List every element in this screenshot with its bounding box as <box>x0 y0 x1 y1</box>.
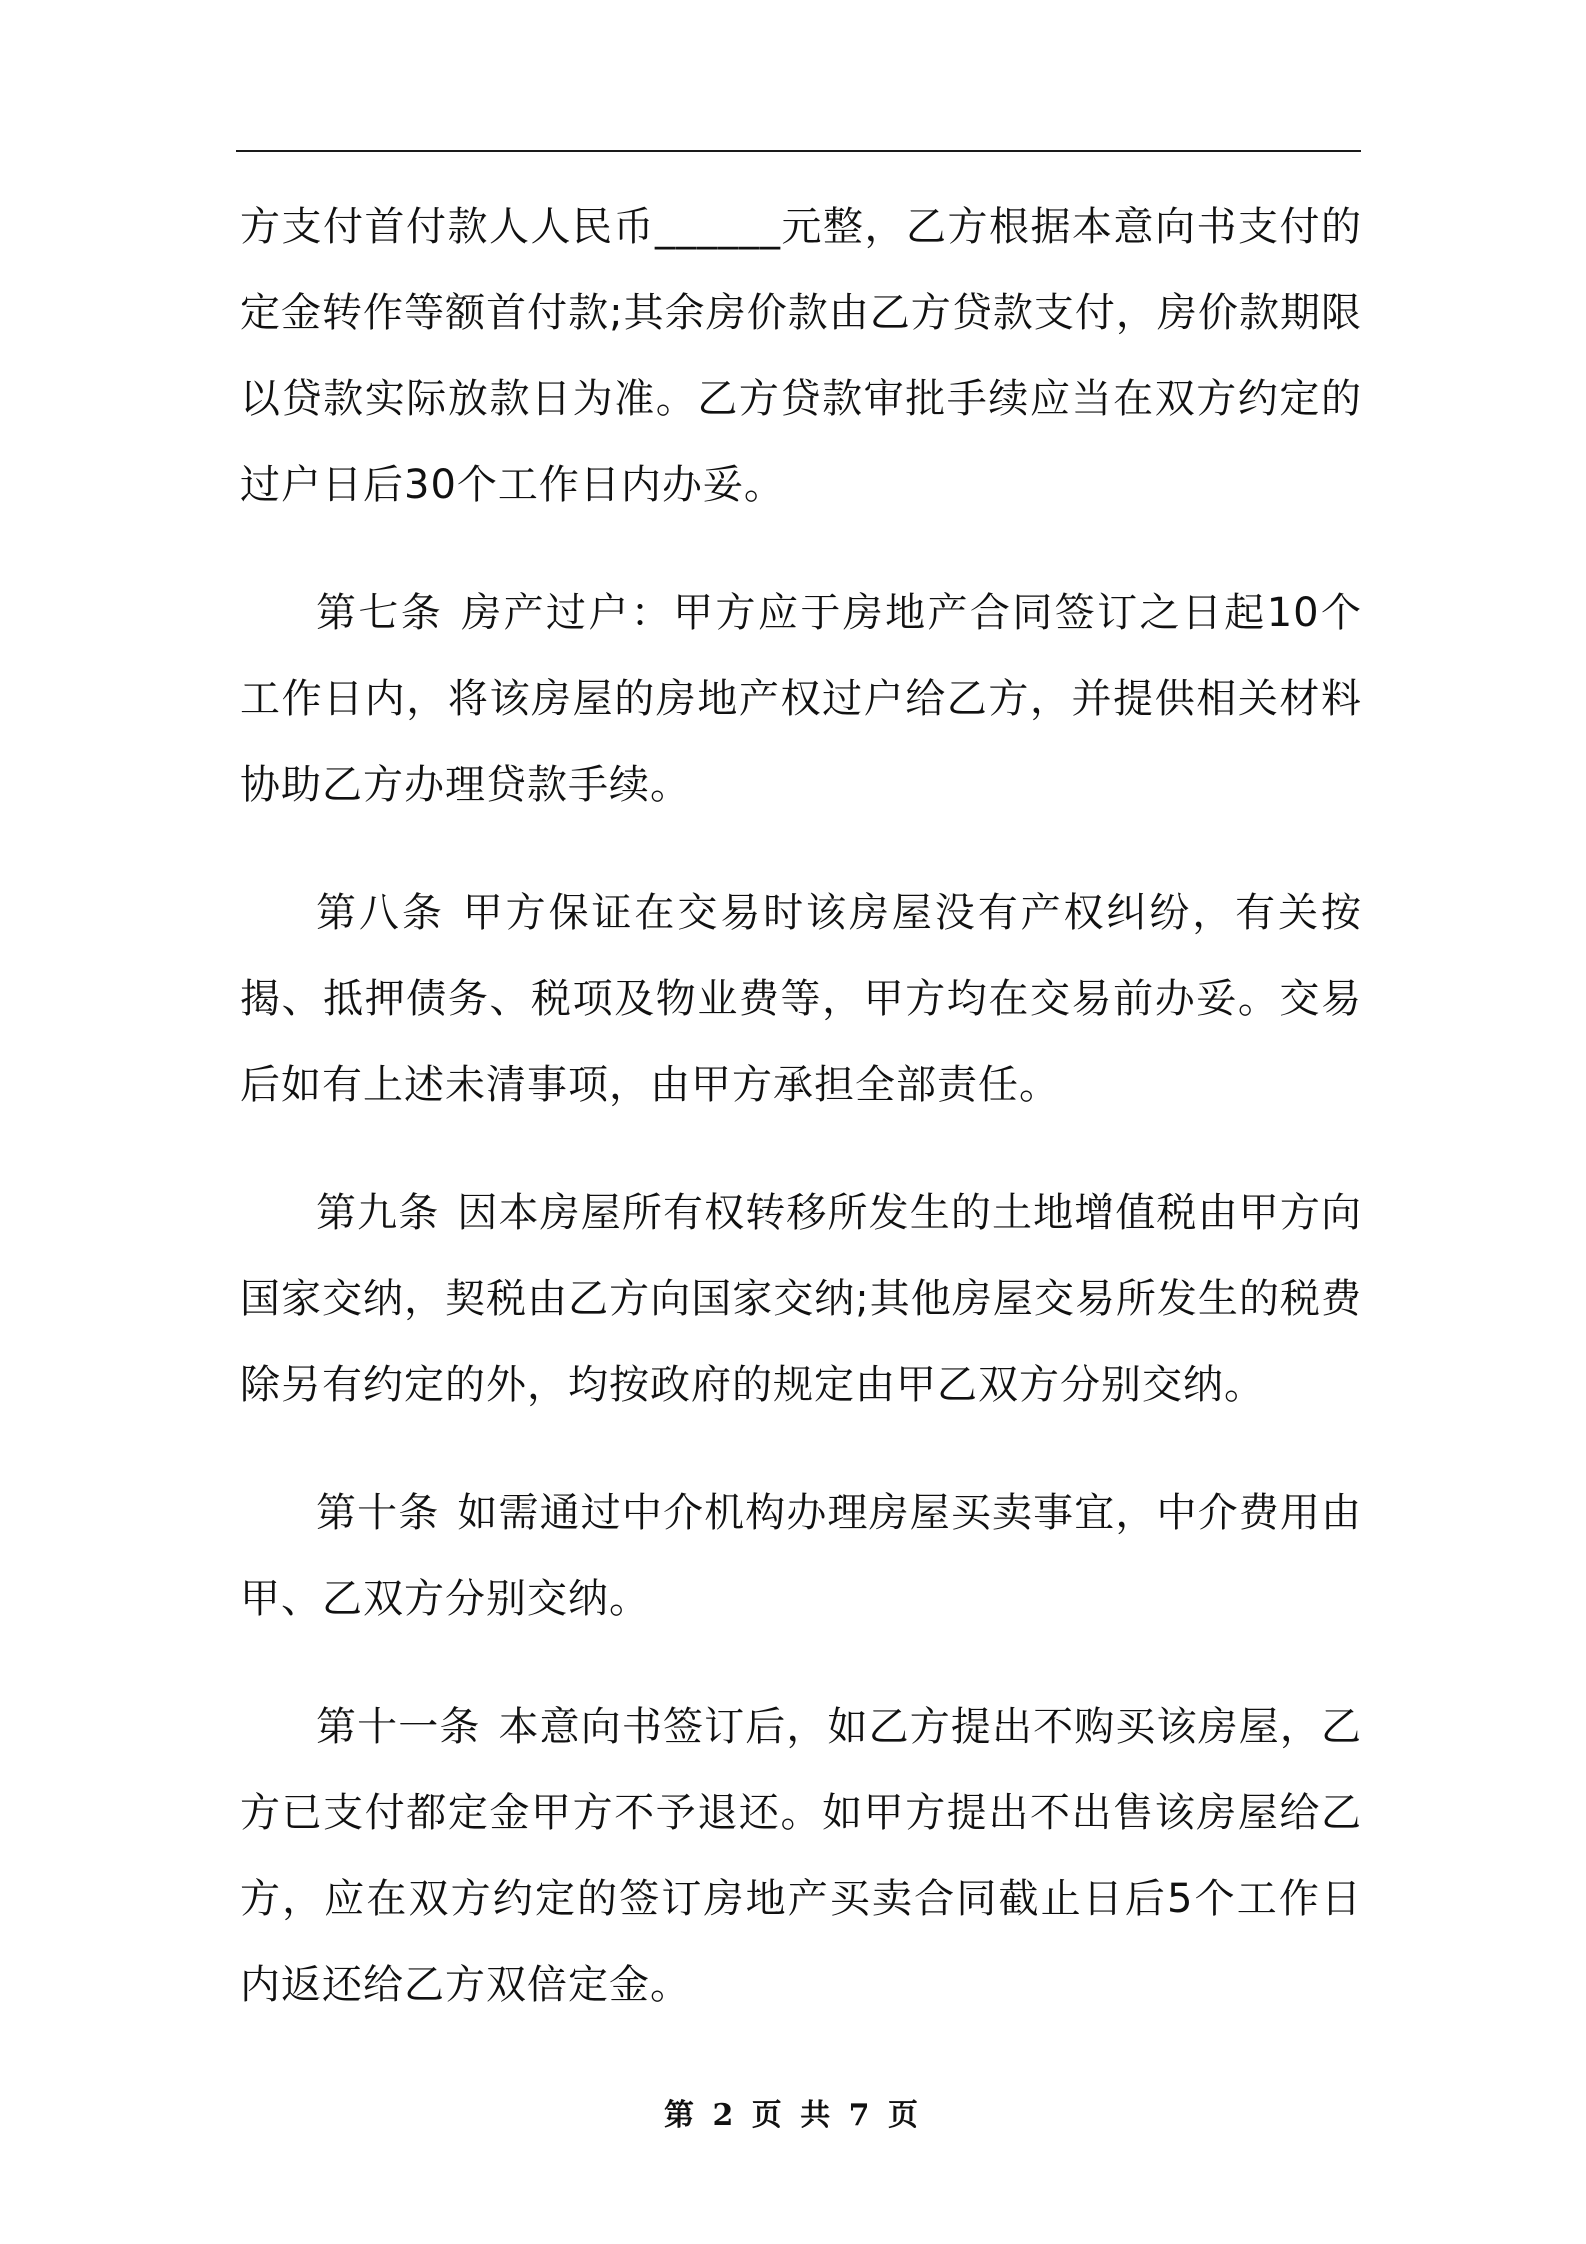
paragraph-text: 甲方保证在交易时该房屋没有产权纠纷，有关按揭、抵押债务、税项及物业费等，甲方均在交易前办妥。交易后如有上述未清事项，由甲方承担全部责任。 <box>240 890 1362 1108</box>
article-8 <box>240 870 1362 1128</box>
article-number: 第十条 <box>316 1490 440 1536</box>
article-number: 第七条 <box>316 590 444 636</box>
paragraph-continuation <box>240 184 1362 528</box>
header-rule <box>236 150 1361 152</box>
paragraph-text: 房产过户：甲方应于房地产合同签订之日起10个工作日内，将该房屋的房地产权过户给乙方，并提供相关材料协助乙方办理贷款手续。 <box>240 590 1362 808</box>
article-10 <box>240 1470 1362 1642</box>
page-number-footer: 第 2 页 共 7 页 <box>664 2098 922 2133</box>
paragraph-text: 方支付首付款人人民币______元整，乙方根据本意向书支付的定金转作等额首付款;其余房价款由乙方贷款支付，房价款期限以贷款实际放款日为准。乙方贷款审批手续应当在双方约定的过户日后30个工作日内办妥。 <box>240 204 1362 508</box>
article-number: 第八条 <box>316 890 445 936</box>
article-number: 第九条 <box>316 1190 440 1236</box>
article-9 <box>240 1170 1362 1428</box>
article-number: 第十一条 <box>316 1704 481 1750</box>
article-7 <box>240 570 1362 828</box>
paragraph-text: 如需通过中介机构办理房屋买卖事宜，中介费用由甲、乙双方分别交纳。 <box>240 1490 1362 1622</box>
paragraph-text: 本意向书签订后，如乙方提出不购买该房屋，乙方已支付都定金甲方不予退还。如甲方提出不出售该房屋给乙方，应在双方约定的签订房地产买卖合同截止日后5个工作日内返还给乙方双倍定金。 <box>240 1704 1362 2008</box>
paragraph-text: 因本房屋所有权转移所发生的土地增值税由甲方向国家交纳，契税由乙方向国家交纳;其他房屋交易所发生的税费除另有约定的外，均按政府的规定由甲乙双方分别交纳。 <box>240 1190 1362 1408</box>
document-body <box>240 184 1362 2044</box>
article-11 <box>240 1684 1362 2028</box>
